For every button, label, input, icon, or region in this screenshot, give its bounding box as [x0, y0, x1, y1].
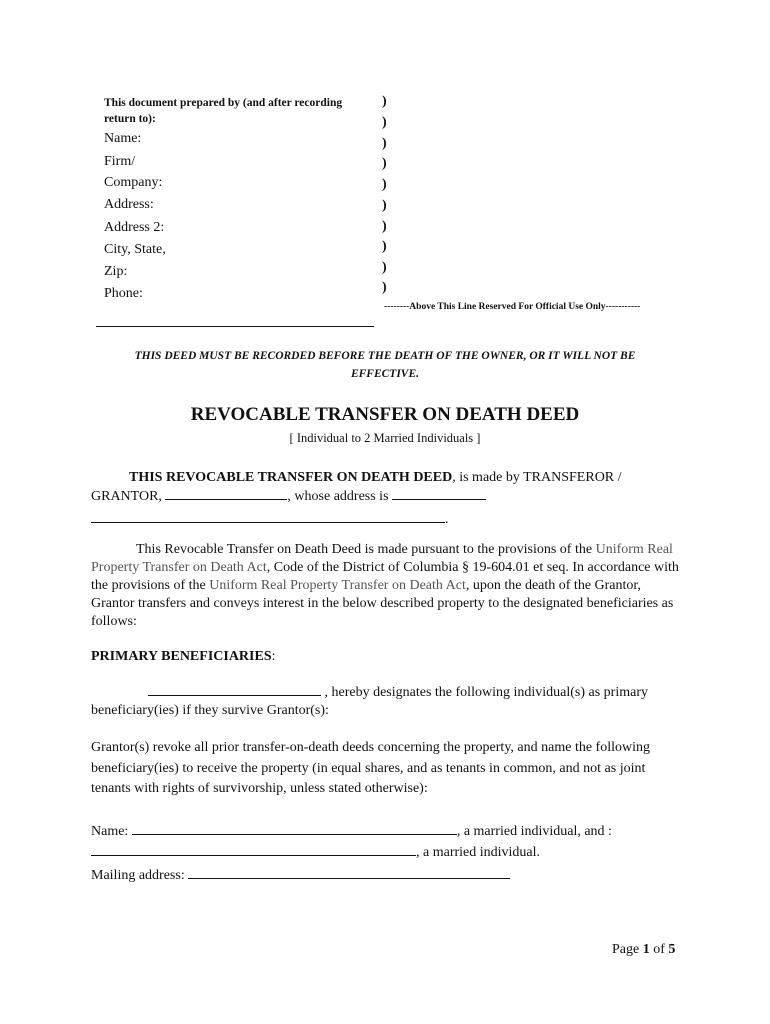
bracket-paren: ) [382, 280, 387, 295]
pursuant-paragraph [91, 541, 681, 631]
field-address2-label: Address 2: [104, 220, 165, 235]
beneficiary-1-suffix: , a married individual, and : [456, 824, 612, 839]
revoke-paragraph: Grantor(s) revoke all prior transfer-on-death deeds concerning the property, and name the following beneficiary(ies) to receive the property (in equal shares, and as tenants in common, and not as joint tenants with rights of survivorship, unless stated otherwise): [91, 740, 650, 796]
bracket-paren: ) [382, 94, 387, 109]
beneficiary-name-block [91, 821, 681, 863]
beneficiary-2-suffix: , a married individual. [416, 845, 541, 860]
mailing-address-label: Mailing address: [91, 868, 185, 883]
beneficiary-name-label: Name: [91, 824, 129, 839]
intro-paragraph [91, 469, 681, 529]
beneficiary-1-name-blank[interactable] [132, 822, 457, 835]
pursuant-text-2: , Code of the District of Columbia § 19-604.01 et seq. In accordance with the provisions of the [91, 560, 679, 593]
deed-subtitle: [ Individual to 2 Married Individuals ] [289, 431, 481, 445]
bracket-paren: ) [382, 219, 387, 234]
primary-beneficiaries-heading: PRIMARY BENEFICIARIES [91, 649, 272, 664]
field-address-label: Address: [104, 197, 154, 212]
intro-end: . [445, 512, 449, 527]
deed-title: REVOCABLE TRANSFER ON DEATH DEED [190, 404, 580, 425]
preparer-heading: This document prepared by (and after recording return to): [104, 97, 343, 125]
field-name-label: Name: [104, 131, 142, 146]
page-current: 1 [642, 942, 650, 957]
page-total: 5 [668, 942, 676, 957]
mailing-address-line [91, 866, 681, 885]
beneficiary-2-name-blank[interactable] [91, 843, 416, 856]
recording-warning: THIS DEED MUST BE RECORDED BEFORE THE DEATH OF THE OWNER, OR IT WILL NOT BE EFFECTIVE. [134, 350, 636, 380]
uniform-act-link[interactable]: Uniform Real Property Transfer on Death Act [91, 542, 673, 575]
page-of: of [653, 942, 665, 957]
mailing-address-blank[interactable] [188, 866, 510, 879]
intro-text-2: , whose address is [287, 489, 389, 504]
pursuant-text-1: This Revocable Transfer on Death Deed is made pursuant to the provisions of the [136, 542, 593, 557]
field-company-label: Company: [104, 175, 163, 190]
bracket-paren: ) [382, 115, 387, 130]
field-phone-label: Phone: [104, 286, 143, 301]
grantor-name-blank[interactable] [165, 487, 287, 500]
official-use-notice: --------Above This Line Reserved For Official Use Only----------- [384, 302, 641, 312]
primary-heading-colon: : [271, 649, 276, 664]
preparer-divider-line [96, 326, 374, 327]
primary-heading-line [91, 648, 681, 666]
pursuant-text-3: , upon the death of the Grantor, Grantor transfers and conveys interest in the below described property to the designated beneficiaries as follows: [91, 578, 674, 629]
designates-text: , hereby designates the following individual(s) as primary beneficiary(ies) if they survive Grantor(s): [91, 685, 648, 718]
bracket-paren: ) [382, 136, 387, 151]
bracket-paren: ) [382, 156, 387, 171]
field-firm-label: Firm/ [104, 154, 136, 169]
grantor-address-blank-2[interactable] [91, 510, 445, 523]
page-prefix: Page [612, 942, 640, 957]
bracket-paren: ) [382, 260, 387, 275]
field-zip-label: Zip: [104, 264, 128, 279]
uniform-act-link-2[interactable]: Uniform Real Property Transfer on Death Act [209, 578, 466, 593]
grantor-address-blank[interactable] [392, 487, 486, 500]
bracket-paren: ) [382, 239, 387, 254]
intro-text-1: , is made by TRANSFEROR / GRANTOR, [91, 470, 622, 504]
bracket-paren: ) [382, 177, 387, 192]
designates-paragraph [91, 683, 681, 720]
field-city-state-label: City, State, [104, 242, 166, 257]
intro-lead: THIS REVOCABLE TRANSFER ON DEATH DEED [129, 470, 453, 485]
bracket-paren: ) [382, 198, 387, 213]
page-number [612, 942, 675, 958]
grantor-designation-blank[interactable] [148, 683, 321, 696]
